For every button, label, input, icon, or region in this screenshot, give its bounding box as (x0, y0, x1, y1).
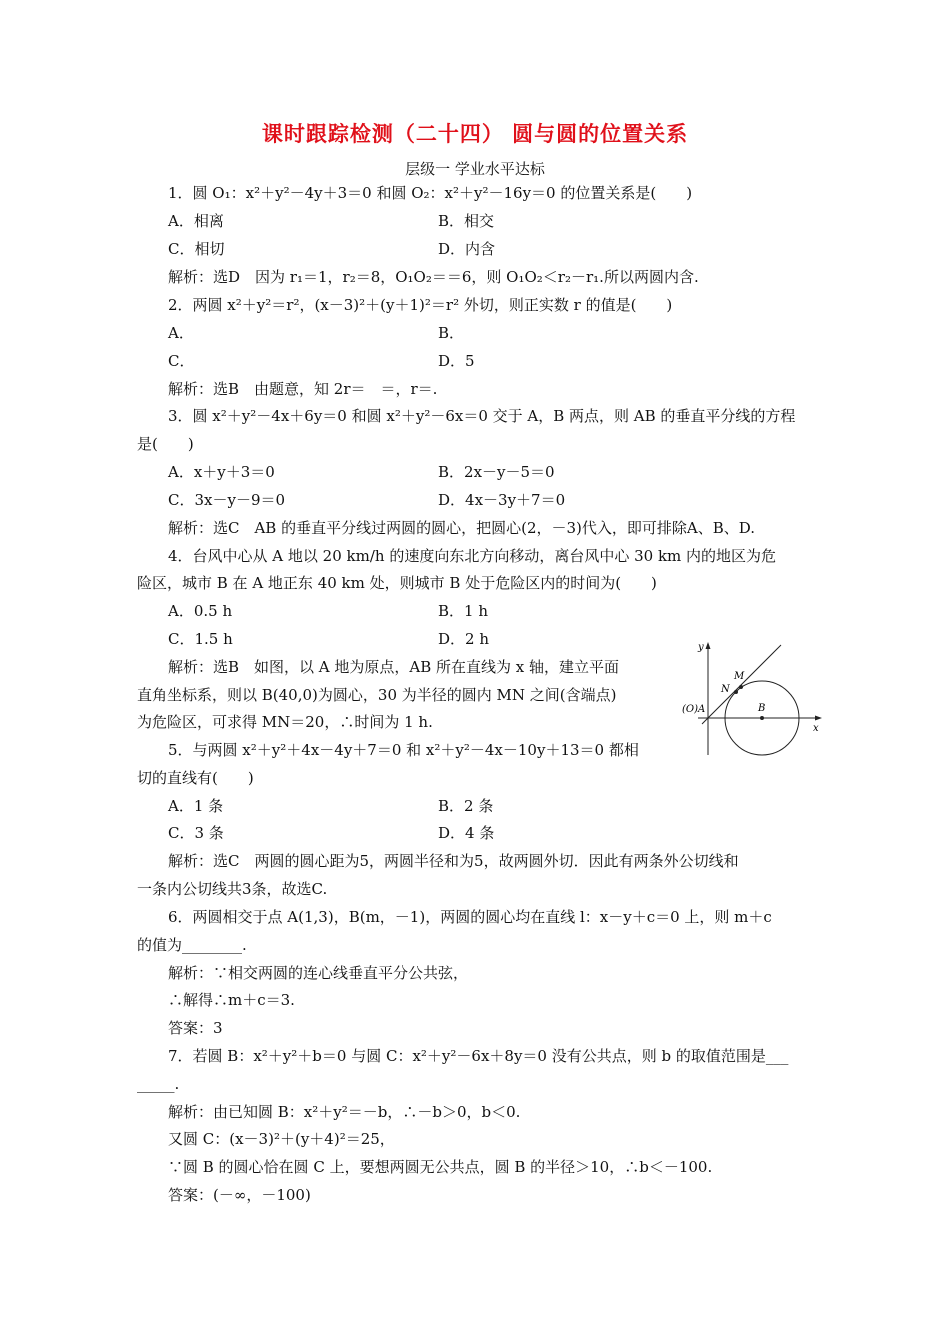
question-2-option-a: A． (168, 324, 194, 342)
question-1-option-a: A．相离 (168, 212, 224, 230)
point-m-label: M (734, 671, 745, 682)
point-b-label: B (758, 703, 766, 714)
question-4-option-c: C．1.5 h (168, 630, 233, 648)
point-m (739, 685, 743, 689)
question-1-option-c: C．相切 (168, 240, 225, 258)
typhoon-circle-diagram (678, 640, 826, 760)
page-title: 课时跟踪检测（二十四） 圆与圆的位置关系 (261, 122, 689, 146)
question-6-solution-line-1: 解析：∵相交两圆的连心线垂直平分公共弦， (168, 964, 469, 982)
question-4-text-line-1: 4．台风中心从 A 地以 20 km/h 的速度向东北方向移动，离台风中心 30 km 内的地区为危 (168, 547, 777, 565)
origin-label: (O)A (682, 704, 706, 715)
question-5-option-c: C．3 条 (168, 824, 224, 842)
question-1-solution: 解析：选D 因为 r₁＝1，r₂＝8，O₁O₂＝＝6，则 O₁O₂＜r₂－r₁.所以两圆内含. (168, 268, 699, 286)
question-1-option-b: B．相交 (438, 212, 495, 230)
question-6-answer: 答案：3 (168, 1019, 223, 1037)
question-3-option-c: C．3x－y－9＝0 (168, 491, 286, 509)
question-7-solution-line-1: 解析：由已知圆 B：x²＋y²＝－b，∴－b＞0，b＜0. (168, 1103, 521, 1121)
question-7-text-line-2: _____. (137, 1075, 180, 1093)
question-4-option-d: D．2 h (438, 630, 489, 648)
question-5-option-a: A．1 条 (168, 797, 224, 815)
question-3-option-d: D．4x－3y＋7＝0 (438, 491, 566, 509)
question-5-solution-line-2: 一条内公切线共3条，故选C. (137, 880, 328, 898)
question-7-text-line-1: 7．若圆 B：x²＋y²＋b＝0 与圆 C：x²＋y²－6x＋8y＝0 没有公共点，则 b 的取值范围是___ (168, 1047, 789, 1065)
question-2-option-d: D．5 (438, 352, 475, 370)
question-5-option-b: B．2 条 (438, 797, 494, 815)
y-axis-label: y (698, 642, 704, 653)
y-axis-arrow (706, 642, 711, 649)
question-3-text-line-2: 是( ) (137, 435, 194, 453)
question-5-text-line-2: 切的直线有( ) (137, 769, 254, 787)
question-6-solution-line-2: ∴解得∴m＋c＝3. (168, 991, 295, 1009)
point-n (734, 690, 738, 694)
x-axis-label: x (813, 723, 819, 734)
question-1-text: 1．圆 O₁：x²＋y²－4y＋3＝0 和圆 O₂：x²＋y²－16y＝0 的位置关系是( ) (168, 184, 693, 202)
question-2-option-b: B． (438, 324, 465, 342)
point-b (760, 716, 764, 720)
question-2-solution: 解析：选B 由题意，知 2r＝ ＝，r＝. (168, 380, 438, 398)
question-6-text-line-1: 6．两圆相交于点 A(1,3)，B(m，－1)，两圆的圆心均在直线 l：x－y＋c＝0 上，则 m＋c (168, 908, 772, 926)
point-n-label: N (721, 684, 730, 695)
question-4-solution-line-1: 解析：选B 如图，以 A 地为原点，AB 所在直线为 x 轴，建立平面 (168, 658, 620, 676)
question-5-solution-line-1: 解析：选C 两圆的圆心距为5，两圆半径和为5，故两圆外切．因此有两条外公切线和 (168, 852, 739, 870)
question-7-solution-line-3: ∵圆 B 的圆心恰在圆 C 上，要想两圆无公共点，圆 B 的半径＞10，∴b＜－100. (168, 1158, 713, 1176)
question-7-answer: 答案：(－∞，－100) (168, 1186, 311, 1204)
question-3-option-a: A．x＋y＋3＝0 (168, 463, 275, 481)
question-1-option-d: D．内含 (438, 240, 496, 258)
question-5-option-d: D．4 条 (438, 824, 495, 842)
question-4-option-a: A．0.5 h (168, 602, 233, 620)
question-7-solution-line-2: 又圆 C：(x－3)²＋(y＋4)²＝25， (168, 1130, 395, 1148)
question-4-solution-line-3: 为危险区，可求得 MN＝20，∴时间为 1 h. (137, 713, 433, 731)
question-4-text-line-2: 险区，城市 B 在 A 地正东 40 km 处，则城市 B 处于危险区内的时间为( ) (137, 574, 657, 592)
question-3-solution: 解析：选C AB 的垂直平分线过两圆的圆心，把圆心(2，－3)代入，即可排除A、B、D. (168, 519, 756, 537)
question-3-option-b: B．2x－y－5＝0 (438, 463, 555, 481)
question-2-text: 2．两圆 x²＋y²＝r²，(x－3)²＋(y＋1)²＝r² 外切，则正实数 r 的值是( ) (168, 296, 673, 314)
question-4-option-b: B．1 h (438, 602, 488, 620)
question-3-text-line-1: 3．圆 x²＋y²－4x＋6y＝0 和圆 x²＋y²－6x＝0 交于 A，B 两点，则 AB 的垂直平分线的方程 (168, 407, 796, 425)
question-2-option-c: C． (168, 352, 195, 370)
question-6-text-line-2: 的值为________. (137, 936, 247, 954)
question-5-text-line-1: 5．与两圆 x²＋y²＋4x－4y＋7＝0 和 x²＋y²－4x－10y＋13＝0 都相 (168, 741, 639, 759)
typhoon-path-line (702, 645, 781, 724)
question-4-solution-line-2: 直角坐标系，则以 B(40,0)为圆心，30 为半径的圆内 MN 之间(含端点) (137, 686, 617, 704)
section-heading: 层级一 学业水平达标 (405, 160, 545, 178)
x-axis-arrow (815, 716, 822, 721)
